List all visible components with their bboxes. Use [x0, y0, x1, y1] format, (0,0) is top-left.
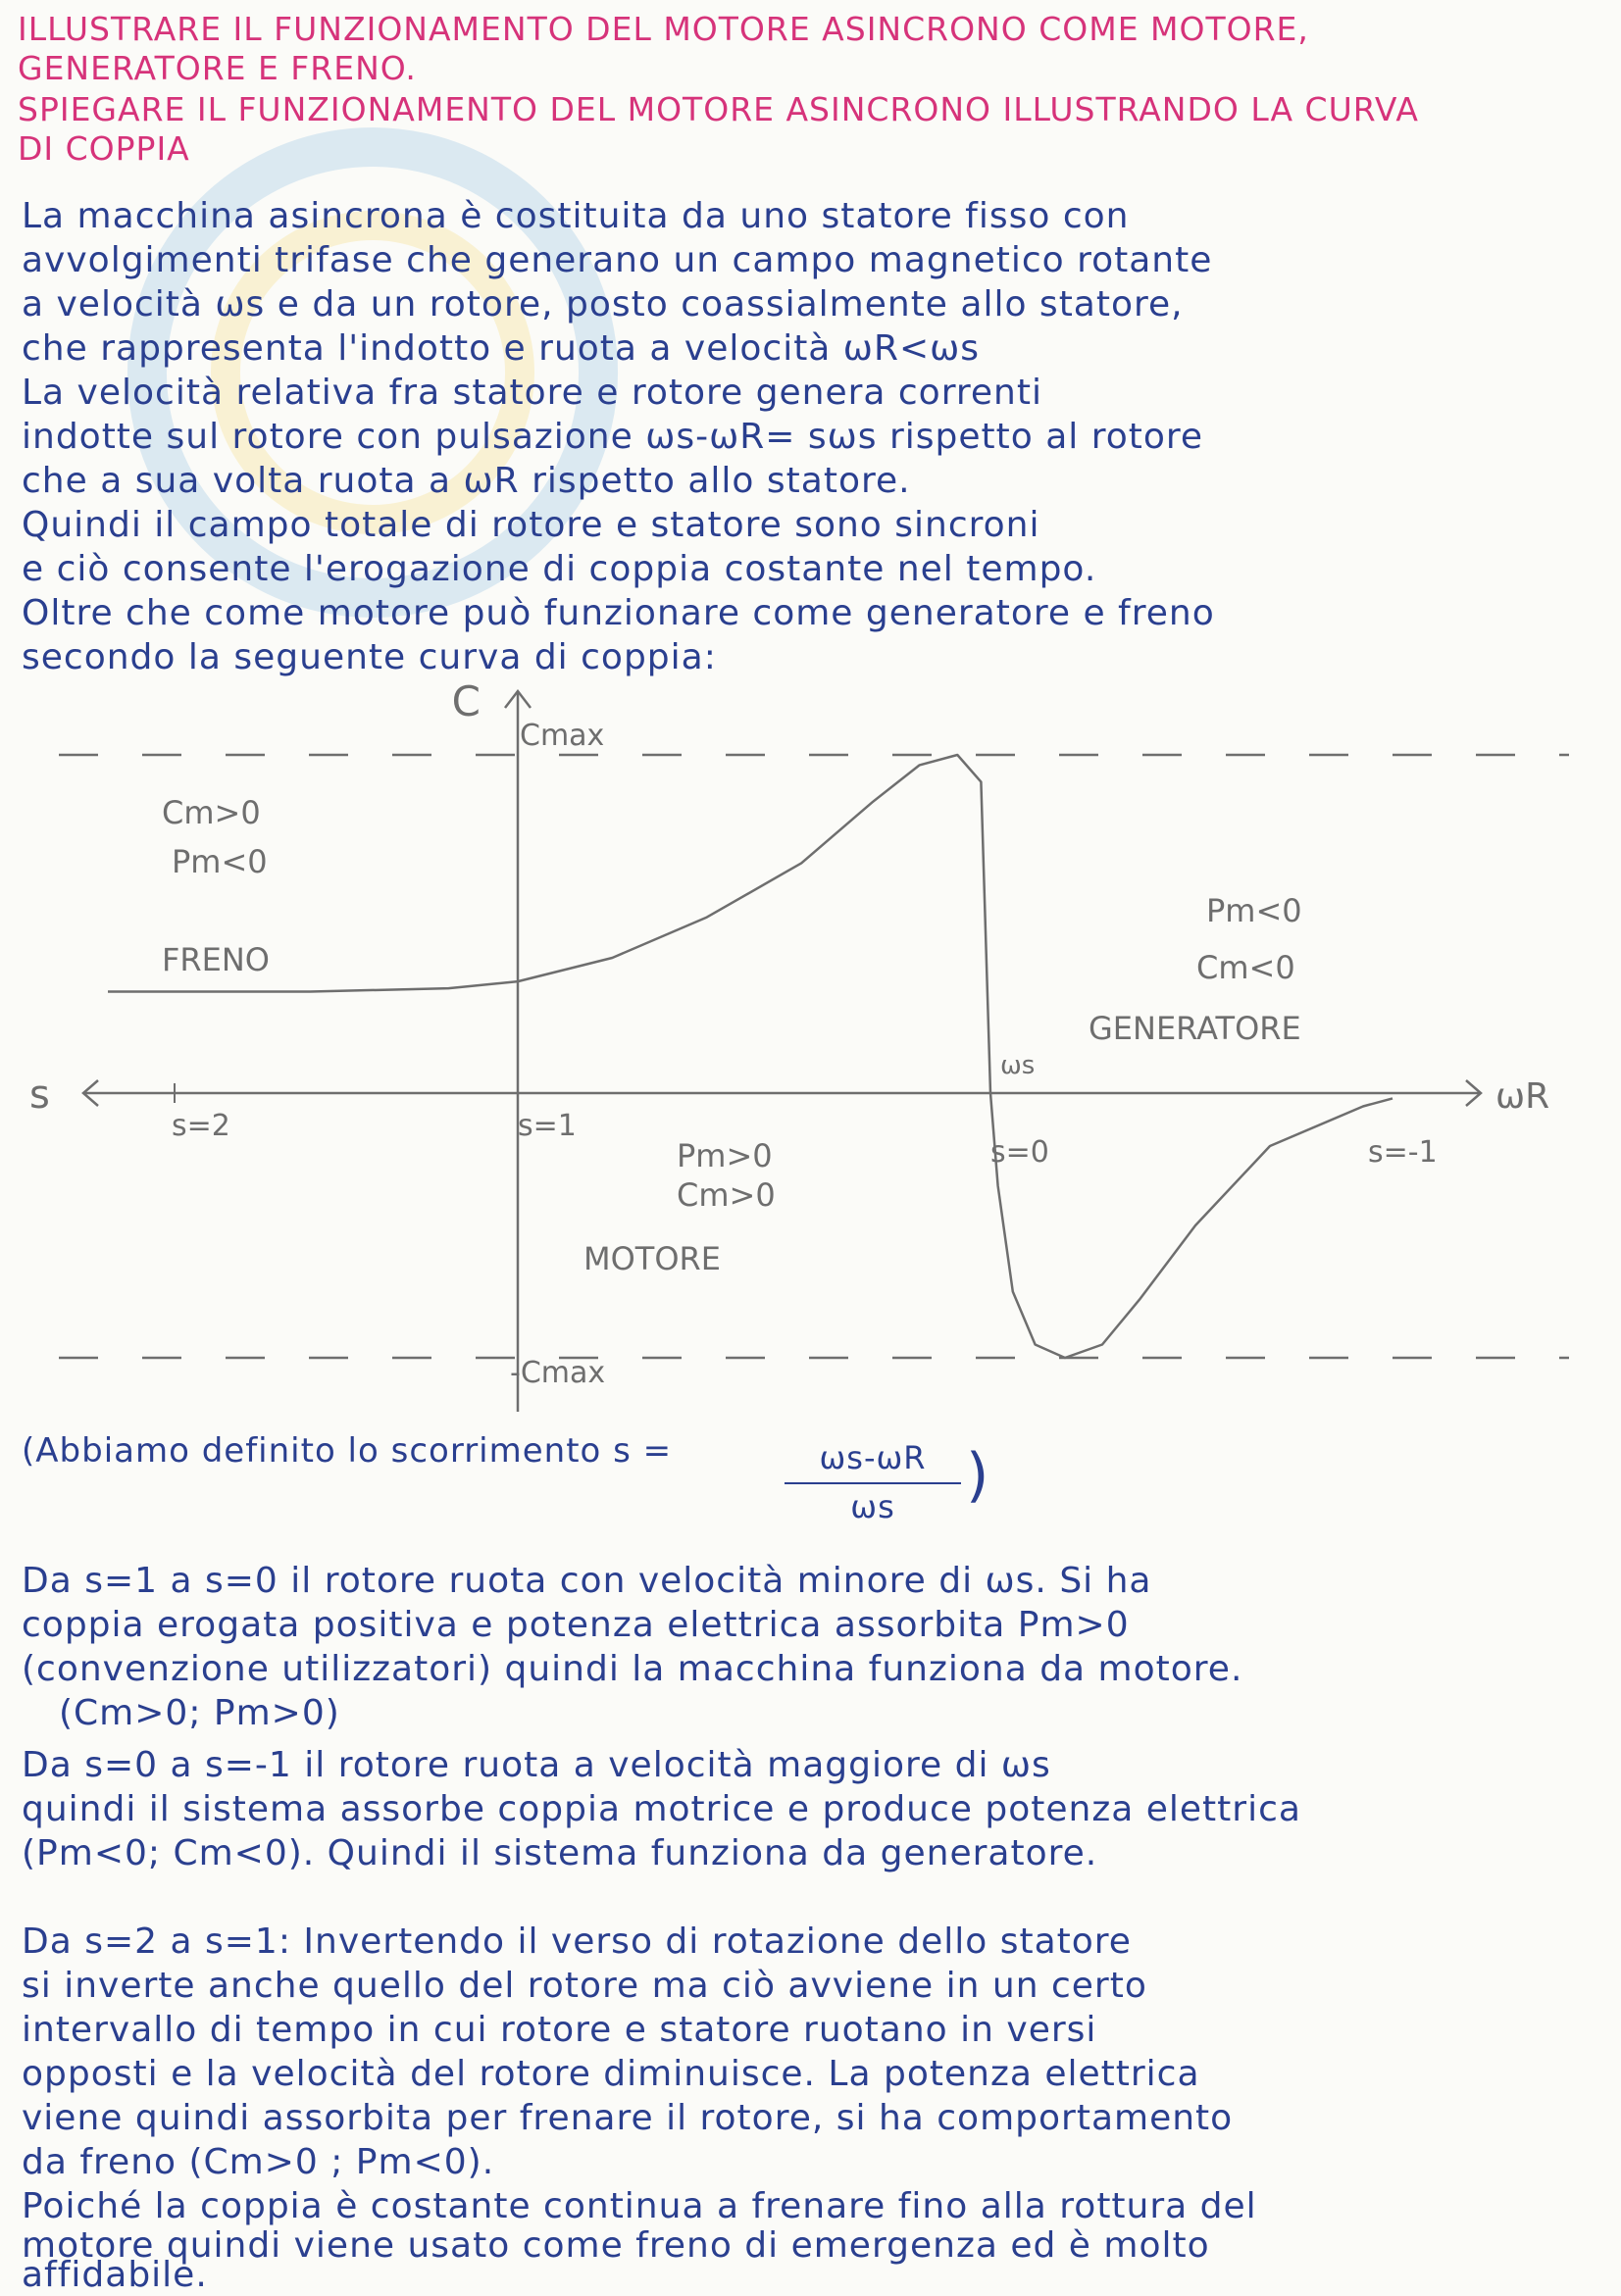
region-label-generatore: Cm<0 — [1196, 949, 1295, 986]
explanation-line: Da s=1 a s=0 il rotore ruota con velocità minore di ωs. Si ha — [22, 1561, 1152, 1601]
intro-line: La macchina asincrona è costituita da uno statore fisso con — [22, 196, 1130, 236]
region-label-freno: FRENO — [162, 941, 270, 978]
torque-curve-chart — [0, 676, 1621, 1422]
slip-closing-paren: ) — [966, 1441, 990, 1510]
explanation-line: quindi il sistema assorbe coppia motrice e produce potenza elettrica — [22, 1789, 1301, 1829]
x-tick-label: s=-1 — [1368, 1135, 1438, 1170]
neg-cmax-label: -Cmax — [510, 1356, 606, 1390]
explanation-line: (Pm<0; Cm<0). Quindi il sistema funziona da generatore. — [22, 1833, 1098, 1873]
omega-s-label: ωs — [1000, 1051, 1036, 1080]
cmax-label: Cmax — [520, 719, 605, 753]
question-line: GENERATORE E FRENO. — [18, 49, 417, 87]
intro-line: Quindi il campo totale di rotore e statore sono sincroni — [22, 505, 1040, 545]
intro-line: Oltre che come motore può funzionare come generatore e freno — [22, 593, 1215, 633]
slip-prefix: (Abbiamo definito lo scorrimento s = — [22, 1431, 673, 1471]
region-label-motore: Pm>0 — [677, 1137, 773, 1174]
x-tick-label: s=1 — [518, 1109, 577, 1143]
explanation-line: motore quindi viene usato come freno di emergenza ed è molto — [22, 2225, 1210, 2266]
region-label-generatore: GENERATORE — [1089, 1010, 1301, 1047]
intro-line: indotte sul rotore con pulsazione ωs-ωR= sωs rispetto al rotore — [22, 417, 1204, 457]
question-line: SPIEGARE IL FUNZIONAMENTO DEL MOTORE ASINCRONO ILLUSTRANDO LA CURVA — [18, 90, 1419, 128]
explanation-line: coppia erogata positiva e potenza elettrica assorbita Pm>0 — [22, 1605, 1130, 1645]
slip-numerator: ωs-ωR — [785, 1439, 961, 1484]
region-label-motore: Cm>0 — [677, 1176, 776, 1214]
slip-fraction — [785, 1439, 961, 1525]
explanation-line: Da s=2 a s=1: Invertendo il verso di rotazione dello statore — [22, 1922, 1132, 1962]
intro-line: a velocità ωs e da un rotore, posto coassialmente allo statore, — [22, 284, 1184, 324]
explanation-line: si inverte anche quello del rotore ma ciò avviene in un certo — [22, 1966, 1147, 2006]
slip-denominator: ωs — [850, 1488, 895, 1525]
intro-line: avvolgimenti trifase che generano un campo magnetico rotante — [22, 240, 1213, 280]
region-label-freno: Pm<0 — [172, 843, 268, 880]
question-line: ILLUSTRARE IL FUNZIONAMENTO DEL MOTORE ASINCRONO COME MOTORE, — [18, 10, 1309, 48]
intro-line: e ciò consente l'erogazione di coppia costante nel tempo. — [22, 549, 1097, 589]
intro-line: La velocità relativa fra statore e rotore genera correnti — [22, 373, 1042, 413]
region-label-motore: MOTORE — [583, 1240, 721, 1277]
region-label-generatore: Pm<0 — [1206, 892, 1302, 929]
y-axis-label: C — [451, 677, 481, 725]
x-tick-label: s=2 — [172, 1109, 230, 1143]
explanation-line: (convenzione utilizzatori) quindi la macchina funziona da motore. — [22, 1649, 1243, 1689]
explanation-line: affidabile. — [22, 2255, 208, 2295]
intro-line: che rappresenta l'indotto e ruota a velocità ωR<ωs — [22, 328, 981, 369]
explanation-line: (Cm>0; Pm>0) — [59, 1693, 340, 1733]
explanation-line: Da s=0 a s=-1 il rotore ruota a velocità maggiore di ωs — [22, 1745, 1051, 1785]
intro-line: che a sua volta ruota a ωR rispetto allo statore. — [22, 461, 911, 501]
intro-line: secondo la seguente curva di coppia: — [22, 637, 717, 677]
slip-definition — [22, 1431, 672, 1529]
explanation-line: Poiché la coppia è costante continua a frenare fino alla rottura del — [22, 2186, 1257, 2226]
region-label-freno: Cm>0 — [162, 794, 261, 831]
explanation-line: da freno (Cm>0 ; Pm<0). — [22, 2142, 495, 2182]
explanation-line: viene quindi assorbita per frenare il rotore, si ha comportamento — [22, 2098, 1234, 2138]
x-tick-label: s=0 — [990, 1135, 1049, 1170]
x-axis-left-label: s — [29, 1073, 50, 1118]
explanation-line: intervallo di tempo in cui rotore e statore ruotano in versi — [22, 2010, 1097, 2050]
question-line: DI COPPIA — [18, 129, 190, 168]
torque-curve — [108, 755, 1393, 1358]
explanation-line: opposti e la velocità del rotore diminuisce. La potenza elettrica — [22, 2054, 1200, 2094]
x-axis-label: ωR — [1495, 1076, 1550, 1117]
